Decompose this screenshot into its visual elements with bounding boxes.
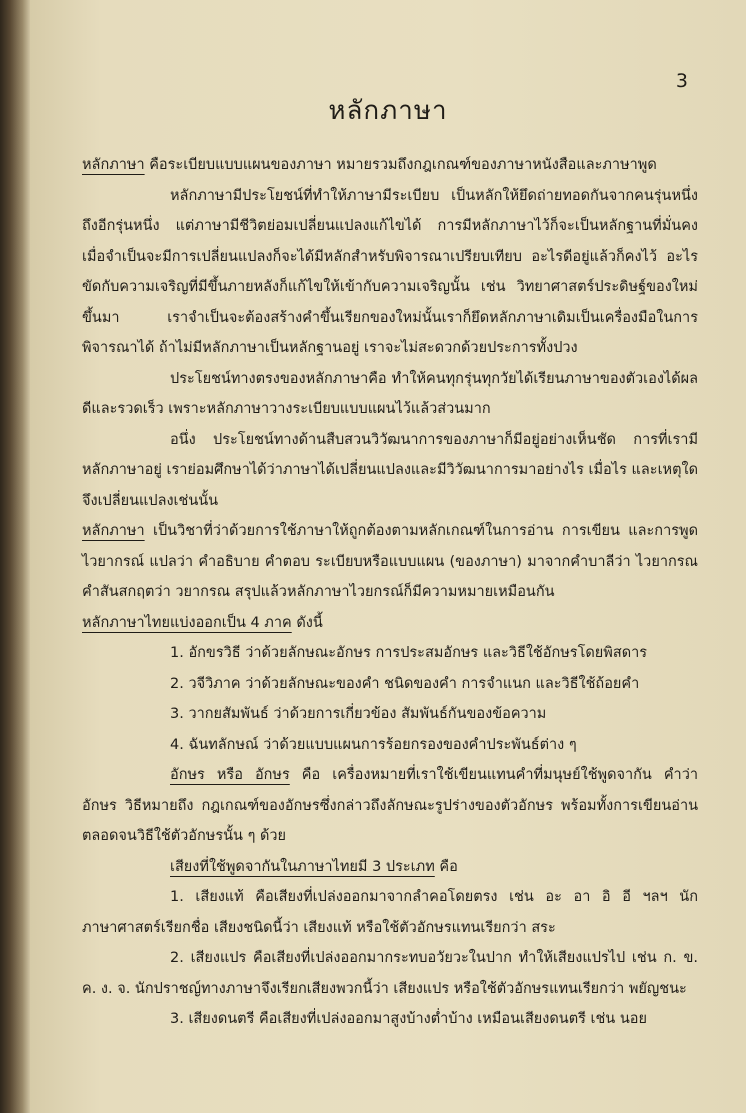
adjacent-page-edge: [1, 0, 15, 1113]
heading-underlined: เสียงที่ใช้พูดจากันในภาษาไทยมี 3 ประเภท: [170, 858, 435, 875]
vowel-sound-paragraph: 1. เสียงแท้ คือเสียงที่เปล่งออกมาจากลำคอโดยตรง เช่น อะ อา อิ อี ฯลฯ นักภาษาศาสตร์เรียกชื่อ เสียงชนิดนี้ว่า เสียงแท้ หรือใช้ตัวอักษรแทนเรียกว่า สระ: [82, 889, 698, 936]
page-number: 3: [675, 70, 688, 92]
term-underlined: หลักภาษา: [82, 157, 145, 173]
sounds-heading: เสียงที่ใช้พูดจากันในภาษาไทยมี 3 ประเภท คือ: [170, 858, 458, 875]
body-text: [82, 150, 698, 1035]
grammar-paragraph: หลักภาษา เป็นวิชาที่ว่าด้วยการใช้ภาษาให้ถูกต้องตามหลักเกณฑ์ในการอ่าน การเขียน และการพูด ไวยากรณ์ แปลว่า คำอธิบาย คำตอบ ระเบียบหรือแบบแผน (ของภาษา) มาจากคำบาลีว่า ไวยากรณ คำสันสกฤตว่า วยากรณ สรุปแล้วหลักภาษาไวยกรณ์ก็มีความหมายเหมือนกัน: [82, 523, 698, 600]
benefit-paragraph: หลักภาษามีประโยชน์ที่ทำให้ภาษามีระเบียบ เป็นหลักให้ยึดถ่ายทอดกันจากคนรุ่นหนึ่งถึงอีกรุ่นหนึ่ง แต่ภาษามีชีวิตย่อมเปลี่ยนแปลงแก้ไขได้ การมีหลักภาษาไว้ก็จะเป็นหลักฐานที่มั่นคง เมื่อจำเป็นจะมีการเปลี่ยนแปลงก็จะได้มีหลักสำหรับพิจารณาเปรียบเทียบ อะไรดีอยู่แล้วก็คงไว้ อะไรขัดกับความเจริญที่มีขึ้นภายหลังก็แก้ไขให้เข้ากับความเจริญนั้น เช่น วิทยาศาสตร์ประดิษฐ์ของใหม่ขึ้นมา เราจำเป็นจะต้องสร้างคำขึ้นเรียกของใหม่นั้นเราก็ยึดหลักภาษาเดิมเป็นเครื่องมือในการพิจารณาได้ ถ้าไม่มีหลักภาษาเป็นหลักฐานอยู่ เราจะไม่สะดวกด้วยประการทั้งปวง: [82, 187, 698, 356]
list-item: 4. ฉันทลักษณ์ ว่าด้วยแบบแผนการร้อยกรองของคำประพันธ์ต่าง ๆ: [170, 736, 577, 753]
list-item: 2. วจีวิภาค ว่าด้วยลักษณะของคำ ชนิดของคำ การจำแนก และวิธีใช้ถ้อยคำ: [170, 675, 640, 692]
term-underlined: อักษร หรือ อักษร: [170, 767, 290, 783]
term-underlined: หลักภาษา: [82, 523, 145, 539]
list-item: 1. อักขรวิธี ว่าด้วยลักษณะอักษร การประสมอักษร และวิธีใช้อักษรโดยพิสดาร: [170, 645, 648, 661]
direct-benefit-paragraph: ประโยชน์ทางตรงของหลักภาษาคือ ทำให้คนทุกรุ่นทุกวัยได้เรียนภาษาของตัวเองได้ผลดีและรวดเร็ว เพราะหลักภาษาวางระเบียบแบบแผนไว้แล้วส่วนมาก: [82, 370, 698, 417]
list-item: 3. วากยสัมพันธ์ ว่าด้วยการเกี่ยวข้อง สัมพันธ์กันของข้อความ: [170, 706, 547, 722]
heading-underlined: หลักภาษาไทยแบ่งออกเป็น 4 ภาค: [82, 614, 292, 631]
consonant-sound-paragraph: 2. เสียงแปร คือเสียงที่เปล่งออกมากระทบอวัยวะในปาก ทำให้เสียงแปรไป เช่น ก. ข. ค. ง. จ. นักปราชญ์ทางภาษาจึงเรียกเสียงพวกนี้ว่า เสียงแปร หรือใช้ตัวอักษรแทนเรียกว่า พยัญชนะ: [82, 950, 698, 997]
page-title: หลักภาษา: [328, 96, 448, 126]
tone-sound-paragraph: 3. เสียงดนตรี คือเสียงที่เปล่งออกมาสูงบ้างต่ำบ้าง เหมือนเสียงดนตรี เช่น นอย: [170, 1011, 647, 1027]
book-page: [30, 0, 746, 1113]
evolution-paragraph: อนึ่ง ประโยชน์ทางด้านสืบสวนวิวัฒนาการของภาษาก็มีอยู่อย่างเห็นชัด การที่เรามีหลักภาษาอยู่ เราย่อมศึกษาได้ว่าภาษาได้เปลี่ยนแปลงและมีวิวัฒนาการมาอย่างไร เมื่อไร และเหตุใดจึงเปลี่ยนแปลงเช่นนั้น: [82, 431, 698, 509]
definition-paragraph: หลักภาษา คือระเบียบแบบแผนของภาษา หมายรวมถึงกฎเกณฑ์ของภาษาหนังสือและภาษาพูด: [82, 157, 657, 173]
letter-paragraph: อักษร หรือ อักษร คือ เครื่องหมายที่เราใช้เขียนแทนคำที่มนุษย์ใช้พูดจากัน คำว่า อักษร วิธีหมายถึง กฎเกณฑ์ของอักษรซึ่งกล่าวถึงลักษณะรูปร่างของตัวอักษร พร้อมทั้งการเขียนอ่านตลอดจนวิธีใช้ตัวอักษรนั้น ๆ ด้วย: [82, 767, 698, 844]
divisions-heading: หลักภาษาไทยแบ่งออกเป็น 4 ภาค ดังนี้: [82, 614, 323, 631]
